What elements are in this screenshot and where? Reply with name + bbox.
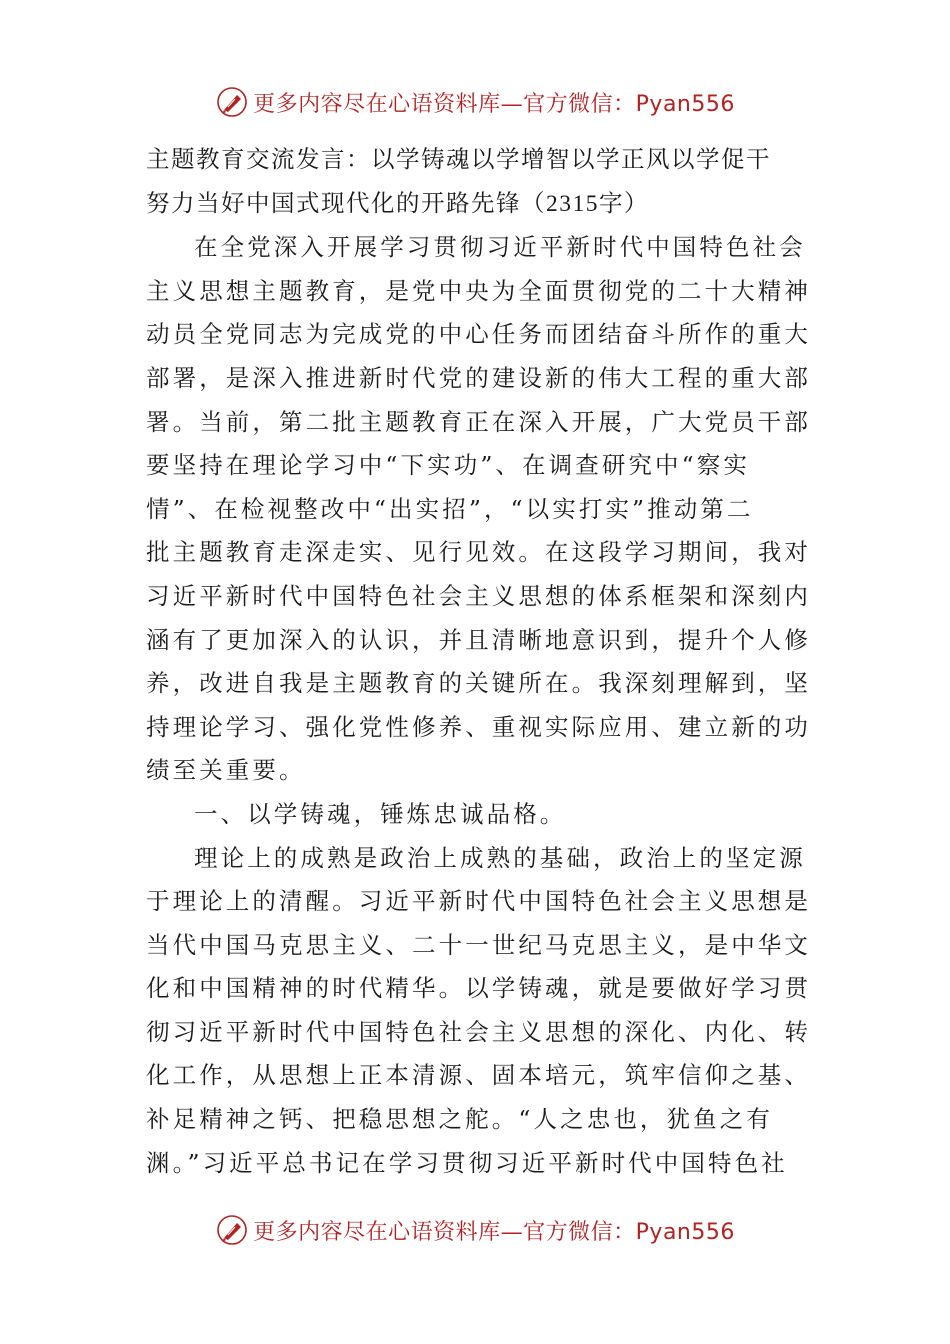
paragraph-line: 情”、在检视整改中“出实招”，“以实打实”推动第二 xyxy=(146,494,754,523)
paragraph-line: 于理论上的清醒。习近平新时代中国特色社会主义思想是 xyxy=(146,887,811,916)
wechat-id: Pyan556 xyxy=(635,1219,735,1245)
paragraph-line: 化和中国精神的时代精华。以学铸魂，就是要做好学习贯 xyxy=(146,974,811,1003)
paragraph-line: 主义思想主题教育，是党中央为全面贯彻党的二十大精神 xyxy=(146,276,811,305)
paragraph-line: 涵有了更加深入的认识，并且清晰地意识到，提升个人修 xyxy=(146,625,811,654)
header-banner xyxy=(0,82,950,122)
paragraph xyxy=(146,793,806,837)
wechat-id: Pyan556 xyxy=(635,91,735,117)
paragraph-line: 在全党深入开展学习贯彻习近平新时代中国特色社会 xyxy=(194,233,806,262)
paragraph-line: 养，改进自我是主题教育的关键所在。我深刻理解到，坚 xyxy=(146,669,811,698)
word-count: 2315 xyxy=(546,190,599,217)
paragraph xyxy=(146,837,811,1186)
paragraph-line: 一、以学铸魂，锤炼忠诚品格。 xyxy=(194,799,567,828)
paragraphs xyxy=(146,226,811,1185)
paragraph-line: 动员全党同志为完成党的中心任务而团结奋斗所作的重大 xyxy=(146,320,811,349)
paragraph-line: 化工作，从思想上正本清源、固本培元，筑牢信仰之基、 xyxy=(146,1061,811,1090)
paragraph-line: 持理论学习、强化党性修养、重视实际应用、建立新的功 xyxy=(146,712,811,741)
paragraph-line: 理论上的成熟是政治上成熟的基础，政治上的坚定源 xyxy=(194,843,806,872)
doc-title-line-1: 主题教育交流发言：以学铸魂以学增智以学正风以学促干 xyxy=(146,145,771,173)
paragraph-line: 署。当前，第二批主题教育正在深入开展，广大党员干部 xyxy=(146,407,811,436)
footer-banner xyxy=(0,1210,950,1250)
pen-nib-logo-icon xyxy=(215,85,249,119)
paragraph-line: 当代中国马克思主义、二十一世纪马克思主义，是中华文 xyxy=(146,930,811,959)
paragraph-line: 绩至关重要。 xyxy=(146,756,306,785)
paragraph xyxy=(146,226,811,793)
paragraph-line: 补足精神之钙、把稳思想之舵。“人之忠也，犹鱼之有 xyxy=(146,1105,773,1134)
paragraph-line: 要坚持在理论学习中“下实功”、在调查研究中“察实 xyxy=(146,451,750,480)
doc-title-line-2: 努力当好中国式现代化的开路先锋（2315字） xyxy=(146,188,649,217)
footer-banner-text: 更多内容尽在心语资料库—官方微信：Pyan556 xyxy=(253,1219,735,1245)
pen-nib-logo-icon xyxy=(215,1213,249,1247)
paragraph-line: 习近平新时代中国特色社会主义思想的体系框架和深刻内 xyxy=(146,581,811,610)
document-body xyxy=(146,138,811,1185)
paragraph-line: 批主题教育走深走实、见行见效。在这段学习期间，我对 xyxy=(146,538,811,567)
paragraph-line: 渊。”习近平总书记在学习贯彻习近平新时代中国特色社 xyxy=(146,1148,788,1177)
paragraph-line: 彻习近平新时代中国特色社会主义思想的深化、内化、转 xyxy=(146,1017,811,1046)
paragraph-line: 部署，是深入推进新时代党的建设新的伟大工程的重大部 xyxy=(146,363,811,392)
header-banner-text: 更多内容尽在心语资料库—官方微信：Pyan556 xyxy=(253,91,735,117)
